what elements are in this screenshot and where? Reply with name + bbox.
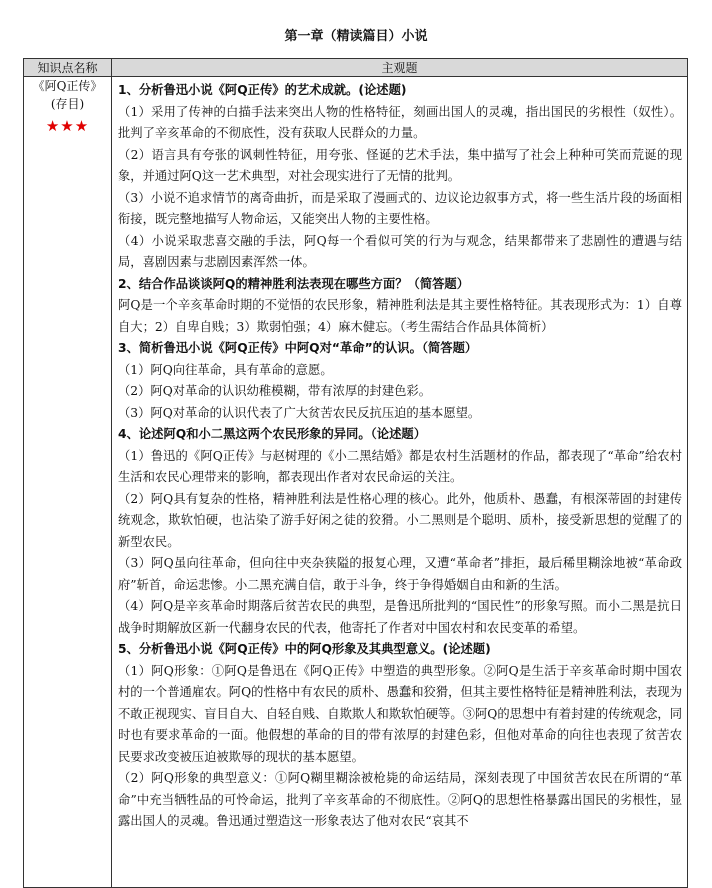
- header-knowledge-point: 知识点名称: [24, 59, 112, 77]
- question-heading: 4、论述阿Q和小二黑这两个农民形象的异同。（论述题）: [118, 427, 426, 441]
- table-row: [24, 77, 688, 888]
- page-title: 第一章（精读篇目）小说: [284, 29, 428, 44]
- answer-paragraph: （2）阿Q形象的典型意义：①阿Q糊里糊涂被枪毙的命运结局，深刻表现了中国贫苦农民在所谓的“革命”中充当牺牲品的可怜命运，批判了辛亥革命的不彻底性。②阿Q的思想性格暴露出国民的劣根性，显露出国人的灵魂。鲁迅通过塑造这一形象表达了他对农民“哀其不: [118, 771, 682, 828]
- knowledge-table: [23, 58, 688, 888]
- answer-paragraph: （4）小说采取悲喜交融的手法，阿Q每一个看似可笑的行为与观念，结果都带来了悲剧性的遭遇与结局，喜剧因素与悲剧因素浑然一体。: [118, 233, 682, 269]
- header-subjective-questions: 主观题: [112, 59, 688, 77]
- question-heading: 2、结合作品谈谈阿Q的精神胜利法表现在哪些方面？（简答题）: [118, 276, 470, 291]
- answer-paragraph: （2）阿Q具有复杂的性格，精神胜利法是性格心理的核心。此外，他质朴、愚蠢，有根深蒂固的封建传统观念，欺软怕硬，也沾染了游手好闲之徒的狡猾。小二黑则是个聪明、质朴，接受新思想的觉醒了的新型农民。: [118, 491, 682, 549]
- answer-paragraph: （3）阿Q对革命的认识代表了广大贫苦农民反抗压迫的基本愿望。: [118, 405, 481, 420]
- question-heading: 1、分析鲁迅小说《阿Q正传》的艺术成就。(论述题): [118, 83, 407, 97]
- question-heading: 3、简析鲁迅小说《阿Q正传》中阿Q对“革命”的认识。（简答题）: [118, 341, 478, 355]
- answer-paragraph: （1）采用了传神的白描手法来突出人物的性格特征，刻画出国人的灵魂，指出国民的劣根性（奴性）。批判了辛亥革命的不彻底性，没有获取人民群众的力量。: [118, 104, 682, 140]
- answer-paragraph: （1）阿Q向往革命，具有革命的意愿。: [118, 362, 333, 377]
- answer-paragraph: 阿Q是一个辛亥革命时期的不觉悟的农民形象，精神胜利法是其主要性格特征。其表现形式为：1）自尊自大；2）自卑自贱；3）欺弱怕强；4）麻木健忘。（考生需结合作品具体简析）: [118, 298, 682, 334]
- answer-paragraph: （2）语言具有夸张的讽刺性特征，用夸张、怪诞的艺术手法，集中描写了社会上种种可笑而荒诞的现象，并通过阿Q这一艺术典型，对社会现实进行了无情的批判。: [118, 147, 682, 183]
- answer-paragraph: （2）阿Q对革命的认识幼稚模糊，带有浓厚的封建色彩。: [118, 384, 432, 398]
- table-header-row: [24, 59, 688, 77]
- knowledge-point-cell: [24, 77, 112, 888]
- answer-paragraph: （3）阿Q虽向往革命，但向往中夹杂狭隘的报复心理，又遭“革命者”排拒，最后稀里糊涂地被“革命政府”斩首，命运悲惨。小二黑充满自信，敢于斗争，终于争得婚姻自由和新的生活。: [118, 556, 682, 592]
- questions-content: [118, 80, 682, 884]
- question-heading: 5、分析鲁迅小说《阿Q正传》中的阿Q形象及其典型意义。(论述题): [118, 642, 491, 656]
- questions-cell: [112, 77, 688, 888]
- answer-paragraph: （1）鲁迅的《阿Q正传》与赵树理的《小二黑结婚》都是农村生活题材的作品，都表现了“革命”给农村生活和农民心理带来的影响，都表现出作者对农民命运的关注。: [118, 448, 682, 484]
- knowledge-point-name: 《阿Q正传》(存目): [32, 79, 103, 111]
- importance-stars: ★★★: [45, 117, 90, 135]
- answer-paragraph: （3）小说不追求情节的离奇曲折，而是采取了漫画式的、边议论边叙事方式，将一些生活片段的场面相衔接，既完整地描写人物命运，又能突出人物的主要性格。: [118, 190, 682, 226]
- answer-paragraph: （1）阿Q形象：①阿Q是鲁迅在《阿Q正传》中塑造的典型形象。②阿Q是生活于辛亥革命时期中国农村的一个普通雇农。阿Q的性格中有农民的质朴、愚蠢和狡猾，但其主要性格特征是精神胜利法，表现为不敢正视现实、盲目自大、自轻自贱、自欺欺人和欺软怕硬等。③阿Q的思想中有着封建的传统观念，同时也有要求革命的一面。他假想的革命的目的带有浓厚的封建色彩，但他对革命的向往也表现了贫苦农民要求改变被压迫被欺辱的现状的基本愿望。: [118, 663, 682, 764]
- answer-paragraph: （4）阿Q是辛亥革命时期落后贫苦农民的典型，是鲁迅所批判的“国民性”的形象写照。而小二黑是抗日战争时期解放区新一代翻身农民的代表，他寄托了作者对中国农村和农民变革的希望。: [118, 599, 682, 635]
